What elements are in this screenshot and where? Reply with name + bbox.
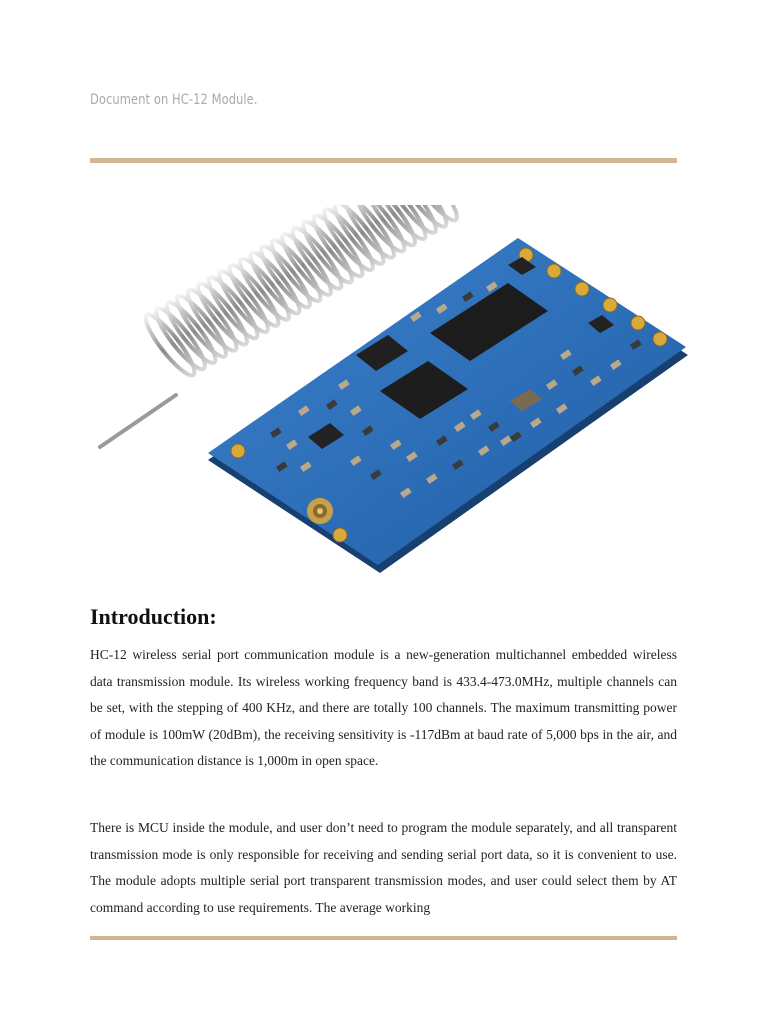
hc12-module-illustration (90, 205, 690, 590)
paragraph-2: There is MCU inside the module, and user don’t need to program the module separately, and all transparent transmission mode is only responsible for receiving and sending serial port data, so it is convenient to use. The module adopts multiple serial port transparent transmission modes, and user could select them by AT command according to use requirements. The average working (90, 820, 677, 915)
pcb-board (208, 238, 688, 573)
footer-divider (90, 936, 677, 940)
paragraph-1: HC-12 wireless serial port communication module is a new-generation multichannel embedded wireless data transmission module. Its wireless working frequency band is 433.4-473.0MHz, multiple channels can be set, with the stepping of 400 KHz, and there are totally 100 channels. The maximum transmitting power of module is 100mW (20dBm), the receiving sensitivity is -117dBm at baud rate of 5,000 bps in the air, and the communication distance is 1,000m in open space. (90, 647, 677, 769)
section-heading-introduction: Introduction: (90, 604, 217, 629)
header-divider (90, 158, 677, 163)
antenna-lead (100, 395, 176, 447)
document-header-title: Document on HC-12 Module. (90, 92, 258, 108)
